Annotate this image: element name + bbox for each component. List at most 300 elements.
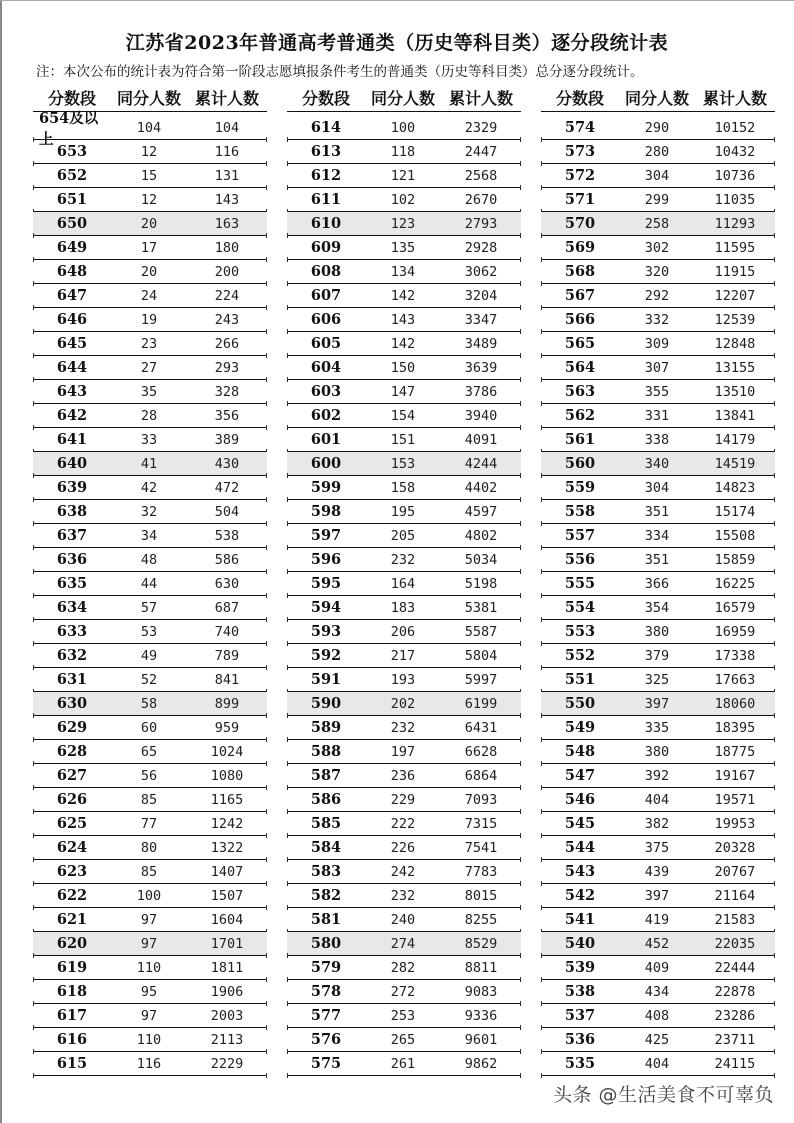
same-score-count-cell: 226	[390, 839, 416, 856]
table-row	[33, 260, 267, 284]
score-table-column-2	[287, 84, 521, 1076]
score-cell: 555	[564, 575, 596, 592]
same-score-count-cell: 143	[390, 311, 416, 328]
same-score-count-cell: 272	[390, 983, 416, 1000]
cumulative-count-cell: 356	[214, 407, 240, 424]
cumulative-count-cell: 3786	[464, 383, 498, 400]
cumulative-count-cell: 2003	[210, 1007, 244, 1024]
table-row	[287, 428, 521, 452]
table-row	[33, 764, 267, 788]
score-cell: 619	[56, 959, 88, 976]
table-row	[33, 836, 267, 860]
same-score-count-cell: 240	[390, 911, 416, 928]
score-cell: 613	[310, 143, 342, 160]
score-cell: 540	[564, 935, 596, 952]
same-score-count-cell: 154	[390, 407, 416, 424]
same-score-count-cell: 236	[390, 767, 416, 784]
score-cell: 552	[564, 647, 596, 664]
table-row	[541, 692, 775, 716]
table-row	[541, 572, 775, 596]
cumulative-count-cell: 14519	[714, 455, 756, 472]
same-score-count-cell: 20	[140, 215, 158, 232]
table-row	[33, 452, 267, 476]
same-score-count-cell: 52	[140, 671, 158, 688]
score-cell: 563	[564, 383, 596, 400]
same-score-count-cell: 355	[644, 383, 670, 400]
cumulative-count-cell: 10736	[714, 167, 756, 184]
cumulative-count-cell: 8255	[464, 911, 498, 928]
same-score-count-cell: 380	[644, 623, 670, 640]
same-score-count-cell: 121	[390, 167, 416, 184]
score-cell: 558	[564, 503, 596, 520]
same-score-count-cell: 15	[140, 167, 158, 184]
same-score-count-cell: 95	[140, 983, 158, 1000]
cumulative-count-cell: 266	[214, 335, 240, 352]
cumulative-count-cell: 15859	[714, 551, 756, 568]
score-cell: 580	[310, 935, 342, 952]
score-cell: 542	[564, 887, 596, 904]
same-score-count-cell: 292	[644, 287, 670, 304]
same-score-count-cell: 100	[136, 887, 162, 904]
cumulative-count-cell: 899	[214, 695, 240, 712]
cumulative-count-cell: 15174	[714, 503, 756, 520]
cumulative-count-cell: 20767	[714, 863, 756, 880]
cumulative-count-cell: 293	[214, 359, 240, 376]
table-row	[541, 500, 775, 524]
score-cell: 549	[564, 719, 596, 736]
score-cell: 647	[56, 287, 88, 304]
same-score-count-cell: 35	[140, 383, 158, 400]
header-same-count: 同分人数	[624, 89, 689, 108]
table-row	[33, 380, 267, 404]
table-row	[541, 356, 775, 380]
same-score-count-cell: 56	[140, 767, 158, 784]
score-cell: 640	[56, 455, 88, 472]
same-score-count-cell: 261	[390, 1055, 416, 1072]
table-row	[541, 596, 775, 620]
score-cell: 639	[56, 479, 88, 496]
table-row	[287, 308, 521, 332]
score-cell: 600	[310, 455, 342, 472]
same-score-count-cell: 23	[140, 335, 158, 352]
same-score-count-cell: 153	[390, 455, 416, 472]
score-cell: 539	[564, 959, 596, 976]
score-cell: 554	[564, 599, 596, 616]
same-score-count-cell: 164	[390, 575, 416, 592]
cumulative-count-cell: 6199	[464, 695, 498, 712]
score-cell: 624	[56, 839, 88, 856]
same-score-count-cell: 195	[390, 503, 416, 520]
table-row	[541, 428, 775, 452]
score-cell: 645	[56, 335, 88, 352]
table-row	[287, 284, 521, 308]
cumulative-count-cell: 116	[214, 143, 240, 160]
score-cell: 550	[564, 695, 596, 712]
same-score-count-cell: 97	[140, 911, 158, 928]
table-row	[541, 332, 775, 356]
score-cell: 648	[56, 263, 88, 280]
same-score-count-cell: 44	[140, 575, 158, 592]
score-cell: 585	[310, 815, 342, 832]
cumulative-count-cell: 10432	[714, 143, 756, 160]
same-score-count-cell: 320	[644, 263, 670, 280]
table-row	[541, 164, 775, 188]
score-cell: 606	[310, 311, 342, 328]
cumulative-count-cell: 19571	[714, 791, 756, 808]
header-score: 分数段	[301, 89, 350, 108]
score-cell: 591	[310, 671, 342, 688]
score-cell: 582	[310, 887, 342, 904]
cumulative-count-cell: 18775	[714, 743, 756, 760]
score-cell: 610	[310, 215, 342, 232]
cumulative-count-cell: 5381	[464, 599, 498, 616]
cumulative-count-cell: 8529	[464, 935, 498, 952]
table-header	[287, 84, 521, 112]
same-score-count-cell: 375	[644, 839, 670, 856]
cumulative-count-cell: 14179	[714, 431, 756, 448]
same-score-count-cell: 142	[390, 287, 416, 304]
score-cell: 551	[564, 671, 596, 688]
score-cell: 537	[564, 1007, 596, 1024]
score-cell: 547	[564, 767, 596, 784]
table-row	[33, 524, 267, 548]
header-cumulative: 累计人数	[448, 89, 513, 108]
cumulative-count-cell: 1322	[210, 839, 244, 856]
cumulative-count-cell: 7315	[464, 815, 498, 832]
score-cell: 594	[310, 599, 342, 616]
score-cell: 605	[310, 335, 342, 352]
score-cell: 653	[56, 143, 88, 160]
cumulative-count-cell: 538	[214, 527, 240, 544]
page-border-left	[0, 0, 2, 1123]
cumulative-count-cell: 3062	[464, 263, 498, 280]
table-row	[541, 1028, 775, 1052]
score-cell: 562	[564, 407, 596, 424]
same-score-count-cell: 206	[390, 623, 416, 640]
score-cell: 597	[310, 527, 342, 544]
table-row	[33, 812, 267, 836]
table-row	[287, 956, 521, 980]
same-score-count-cell: 265	[390, 1031, 416, 1048]
cumulative-count-cell: 7783	[464, 863, 498, 880]
same-score-count-cell: 134	[390, 263, 416, 280]
same-score-count-cell: 58	[140, 695, 158, 712]
cumulative-count-cell: 163	[214, 215, 240, 232]
cumulative-count-cell: 17663	[714, 671, 756, 688]
score-cell: 603	[310, 383, 342, 400]
score-cell: 577	[310, 1007, 342, 1024]
score-cell: 627	[56, 767, 88, 784]
header-score: 分数段	[47, 89, 96, 108]
score-cell: 607	[310, 287, 342, 304]
cumulative-count-cell: 2229	[210, 1055, 244, 1072]
table-row	[287, 1028, 521, 1052]
table-row	[33, 188, 267, 212]
same-score-count-cell: 282	[390, 959, 416, 976]
same-score-count-cell: 32	[140, 503, 158, 520]
table-row	[541, 932, 775, 956]
same-score-count-cell: 258	[644, 215, 670, 232]
cumulative-count-cell: 1407	[210, 863, 244, 880]
cumulative-count-cell: 1507	[210, 887, 244, 904]
same-score-count-cell: 65	[140, 743, 158, 760]
same-score-count-cell: 151	[390, 431, 416, 448]
cumulative-count-cell: 7093	[464, 791, 498, 808]
cumulative-count-cell: 8015	[464, 887, 498, 904]
score-cell: 567	[564, 287, 596, 304]
cumulative-count-cell: 4244	[464, 455, 498, 472]
score-cell: 598	[310, 503, 342, 520]
same-score-count-cell: 366	[644, 575, 670, 592]
same-score-count-cell: 232	[390, 551, 416, 568]
cumulative-count-cell: 16959	[714, 623, 756, 640]
cumulative-count-cell: 10152	[714, 119, 756, 136]
same-score-count-cell: 351	[644, 503, 670, 520]
table-row	[287, 260, 521, 284]
same-score-count-cell: 242	[390, 863, 416, 880]
same-score-count-cell: 340	[644, 455, 670, 472]
table-row	[287, 524, 521, 548]
table-row	[287, 476, 521, 500]
score-cell: 654及以上	[39, 109, 99, 148]
cumulative-count-cell: 9601	[464, 1031, 498, 1048]
table-row	[541, 668, 775, 692]
same-score-count-cell: 229	[390, 791, 416, 808]
cumulative-count-cell: 15508	[714, 527, 756, 544]
same-score-count-cell: 147	[390, 383, 416, 400]
score-cell: 536	[564, 1031, 596, 1048]
score-cell: 589	[310, 719, 342, 736]
table-row	[541, 860, 775, 884]
same-score-count-cell: 434	[644, 983, 670, 1000]
table-row	[33, 596, 267, 620]
cumulative-count-cell: 9862	[464, 1055, 498, 1072]
table-row	[541, 836, 775, 860]
cumulative-count-cell: 13510	[714, 383, 756, 400]
score-cell: 553	[564, 623, 596, 640]
score-cell: 630	[56, 695, 88, 712]
score-cell: 573	[564, 143, 596, 160]
cumulative-count-cell: 131	[214, 167, 240, 184]
same-score-count-cell: 232	[390, 719, 416, 736]
table-row	[287, 548, 521, 572]
same-score-count-cell: 307	[644, 359, 670, 376]
table-row	[541, 884, 775, 908]
same-score-count-cell: 304	[644, 479, 670, 496]
table-row	[287, 140, 521, 164]
cumulative-count-cell: 9336	[464, 1007, 498, 1024]
score-cell: 581	[310, 911, 342, 928]
score-cell: 621	[56, 911, 88, 928]
cumulative-count-cell: 430	[214, 455, 240, 472]
cumulative-count-cell: 5587	[464, 623, 498, 640]
cumulative-count-cell: 16225	[714, 575, 756, 592]
same-score-count-cell: 404	[644, 791, 670, 808]
cumulative-count-cell: 6864	[464, 767, 498, 784]
table-row	[287, 380, 521, 404]
table-body	[33, 109, 267, 1076]
table-row	[33, 788, 267, 812]
same-score-count-cell: 325	[644, 671, 670, 688]
table-row	[541, 764, 775, 788]
table-row	[33, 932, 267, 956]
table-row	[287, 692, 521, 716]
same-score-count-cell: 28	[140, 407, 158, 424]
cumulative-count-cell: 11915	[714, 263, 756, 280]
score-table-column-1	[33, 84, 267, 1076]
cumulative-count-cell: 11035	[714, 191, 756, 208]
score-cell: 636	[56, 551, 88, 568]
score-cell: 649	[56, 239, 88, 256]
table-row	[287, 572, 521, 596]
cumulative-count-cell: 8811	[464, 959, 498, 976]
same-score-count-cell: 217	[390, 647, 416, 664]
cumulative-count-cell: 1906	[210, 983, 244, 1000]
score-cell: 586	[310, 791, 342, 808]
table-row	[287, 404, 521, 428]
cumulative-count-cell: 2928	[464, 239, 498, 256]
cumulative-count-cell: 18395	[714, 719, 756, 736]
score-cell: 544	[564, 839, 596, 856]
score-cell: 616	[56, 1031, 88, 1048]
cumulative-count-cell: 9083	[464, 983, 498, 1000]
cumulative-count-cell: 22444	[714, 959, 756, 976]
table-row	[33, 1052, 267, 1076]
score-cell: 593	[310, 623, 342, 640]
same-score-count-cell: 24	[140, 287, 158, 304]
same-score-count-cell: 331	[644, 407, 670, 424]
table-row	[33, 692, 267, 716]
score-cell: 604	[310, 359, 342, 376]
cumulative-count-cell: 472	[214, 479, 240, 496]
same-score-count-cell: 17	[140, 239, 158, 256]
table-row	[287, 116, 521, 140]
table-row	[541, 188, 775, 212]
same-score-count-cell: 202	[390, 695, 416, 712]
cumulative-count-cell: 6431	[464, 719, 498, 736]
watermark: 头条 @生活美食不可辜负	[552, 1084, 774, 1106]
table-row	[33, 668, 267, 692]
same-score-count-cell: 290	[644, 119, 670, 136]
cumulative-count-cell: 24115	[714, 1055, 756, 1072]
table-header	[541, 84, 775, 112]
cumulative-count-cell: 143	[214, 191, 240, 208]
same-score-count-cell: 452	[644, 935, 670, 952]
same-score-count-cell: 253	[390, 1007, 416, 1024]
cumulative-count-cell: 23711	[714, 1031, 756, 1048]
same-score-count-cell: 302	[644, 239, 670, 256]
same-score-count-cell: 102	[390, 191, 416, 208]
same-score-count-cell: 12	[140, 143, 158, 160]
same-score-count-cell: 150	[390, 359, 416, 376]
table-row	[287, 884, 521, 908]
table-row	[541, 476, 775, 500]
table-row	[33, 908, 267, 932]
score-cell: 546	[564, 791, 596, 808]
cumulative-count-cell: 1242	[210, 815, 244, 832]
table-row	[541, 1052, 775, 1076]
cumulative-count-cell: 17338	[714, 647, 756, 664]
same-score-count-cell: 404	[644, 1055, 670, 1072]
table-row	[287, 764, 521, 788]
cumulative-count-cell: 1811	[210, 959, 244, 976]
cumulative-count-cell: 13155	[714, 359, 756, 376]
cumulative-count-cell: 11595	[714, 239, 756, 256]
same-score-count-cell: 392	[644, 767, 670, 784]
table-row	[541, 980, 775, 1004]
cumulative-count-cell: 4597	[464, 503, 498, 520]
same-score-count-cell: 19	[140, 311, 158, 328]
score-cell: 561	[564, 431, 596, 448]
same-score-count-cell: 123	[390, 215, 416, 232]
cumulative-count-cell: 200	[214, 263, 240, 280]
same-score-count-cell: 205	[390, 527, 416, 544]
table-row	[541, 380, 775, 404]
same-score-count-cell: 80	[140, 839, 158, 856]
score-cell: 615	[56, 1055, 88, 1072]
cumulative-count-cell: 4091	[464, 431, 498, 448]
score-cell: 570	[564, 215, 596, 232]
same-score-count-cell: 193	[390, 671, 416, 688]
table-row	[33, 404, 267, 428]
table-row	[33, 980, 267, 1004]
score-cell: 652	[56, 167, 88, 184]
cumulative-count-cell: 630	[214, 575, 240, 592]
table-row	[541, 236, 775, 260]
table-row	[287, 356, 521, 380]
score-cell: 579	[310, 959, 342, 976]
cumulative-count-cell: 19953	[714, 815, 756, 832]
table-row	[33, 548, 267, 572]
table-row	[541, 620, 775, 644]
table-row	[33, 1004, 267, 1028]
table-note: 注：本次公布的统计表为符合第一阶段志愿填报条件考生的普通类（历史等科目类）总分逐分段统计。	[36, 64, 644, 80]
cumulative-count-cell: 3347	[464, 311, 498, 328]
same-score-count-cell: 97	[140, 1007, 158, 1024]
table-row	[33, 284, 267, 308]
cumulative-count-cell: 2793	[464, 215, 498, 232]
cumulative-count-cell: 14823	[714, 479, 756, 496]
score-cell: 566	[564, 311, 596, 328]
same-score-count-cell: 27	[140, 359, 158, 376]
score-cell: 618	[56, 983, 88, 1000]
cumulative-count-cell: 841	[214, 671, 240, 688]
score-cell: 637	[56, 527, 88, 544]
cumulative-count-cell: 3940	[464, 407, 498, 424]
table-row	[541, 740, 775, 764]
score-cell: 609	[310, 239, 342, 256]
score-cell: 599	[310, 479, 342, 496]
cumulative-count-cell: 6628	[464, 743, 498, 760]
score-cell: 565	[564, 335, 596, 352]
same-score-count-cell: 158	[390, 479, 416, 496]
table-row	[541, 284, 775, 308]
same-score-count-cell: 85	[140, 791, 158, 808]
cumulative-count-cell: 1165	[210, 791, 244, 808]
cumulative-count-cell: 104	[214, 119, 240, 136]
same-score-count-cell: 419	[644, 911, 670, 928]
table-row	[33, 140, 267, 164]
table-row	[287, 1004, 521, 1028]
score-cell: 629	[56, 719, 88, 736]
cumulative-count-cell: 3489	[464, 335, 498, 352]
table-row	[287, 740, 521, 764]
table-row	[541, 404, 775, 428]
cumulative-count-cell: 20328	[714, 839, 756, 856]
score-cell: 592	[310, 647, 342, 664]
table-row	[287, 596, 521, 620]
table-row	[287, 908, 521, 932]
